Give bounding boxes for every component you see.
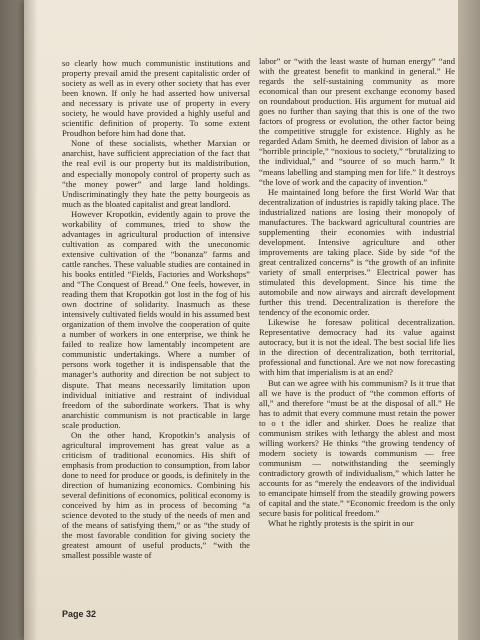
paragraph: so clearly how much communistic institutions and property prevail amid the present capitalistic order of society as well as in every other society that has ever been known. If only he had asserted how universal and necessary is private use of property in every society, he would have provided a highly useful and scientific definition of property. To some extent Proudhon before him had done that. (62, 58, 250, 139)
right-column (259, 56, 455, 626)
paragraph: What he rightly protests is the spirit in our (268, 518, 414, 529)
page-number: Page 32 (62, 609, 97, 619)
left-column (62, 58, 250, 628)
paragraph: However Kropotkin, evidently again to prove the workability of communes, tried to show the advantages in agricultural production of intensive cultivation as compared with the uneconomic extensive cultivation of the “bonanza” farms and cattle ranches. These valuable studies are contained in his books entitled “Fields, Factories and Workshops” and “The Conquest of Bread.” One feels, however, in reading them that Kropotkin got lost in the fog of his own doctrine of solidarity. Inasmuch as these intensively cultivated fields would in his assumed best organization of them involve the cooperation of quite a number of workers in one enterprise, we think he failed to realize how lamentably incompetent are communistic undertakings. Where a number of persons work together it is indispensable that the manager’s authority and direction be not subject to dispute. That means necessarily limitation upon individual initiative and restraint of individual freedom of the subordinate workers. That is why anarchistic communism is not practicable in large scale production. (62, 208, 250, 430)
paragraph: labor” or “with the least waste of human energy” “and with the greatest benefit to mankind in general.” He regards the self-sustaining community as more economical than our present exchange economy based on roundabout production. His argument for mutual aid goes no further than saying that this is one of the two factors of progress or evolution, the other factor being the competitive struggle for existence. Highly as he regarded Adam Smith, he deemed division of labor as a “horrible principle,” “noxious to society,” “brutalizing to the individual,” and “source of so much harm.” It “means labelling and stamping men for life.” It destroys “the love of work and the capacity of invention.” (259, 56, 455, 187)
paragraph: Likewise he foresaw political decentralization. Representative democracy had its value against autocracy, but it is not the ideal. The best social life lies in the direction of decentralization, both territorial, professional and functional. Are we not now forecasting with him that imperialism is at an end? (259, 317, 455, 378)
paragraph: On the other hand, Kropotkin’s analysis of agricultural improvement has great value as a criticism of traditional economics. His shift of emphasis from production to consumption, from labor done to need for produce or goods, is definitely in the direction of humanizing economics. Combining his several definitions of economics, political economy is conceived by him as in process of becoming “a science devoted to the study of the needs of men and of the means of satisfying them,” or as “the study of the most favorable condition for giving society the greatest amount of useful products,” “with the smallest possible waste of (62, 429, 250, 561)
paragraph: None of these socialists, whether Marxian or anarchist, have sufficient appreciation of the fact that the real evil is our property but its maldistribution, and especially monopoly control of property such as “the money power” and large land holdings. Undiscriminatingly they hate the petty bourgeois as much as the bloated capitalist and great landlord. (62, 138, 250, 209)
paragraph: He maintained long before the first World War that decentralization of industries is rapidly taking place. The industrialized nations are losing their monopoly of manufactures. The backward agricultural countries are supplementing their economies with industrial development. Intensive agriculture and other improvements are taking place. Side by side “of the great centralized concerns” is “the growth of an infinite variety of small enterprises.” Electrical power has stimulated this development. Since his time the automobile and now airways and aircraft development further this trend. Decentralization is therefore the tendency of the economic order. (259, 186, 455, 318)
book-page (24, 0, 476, 640)
paragraph: But can we agree with his communism? Is it true that all we have is the product of “the common efforts of all,” and therefore “must be at the disposal of all.” He has to admit that every commune must retain the power to o t the idler and shirker. Does he realize that communism strikes with lethargy the ablest and most willing workers? He thinks “the growing tendency of modern society is towards communism — free communism — notwithstanding the seemingly contradictory growth of individualism,” which latter he accounts for as “merely the endeavors of the individual to emancipate himself from the steadily growing powers of capital and the state.” “Economic freedom is the only secure basis for political freedom.” (259, 377, 455, 519)
next-page-edge (458, 0, 480, 640)
